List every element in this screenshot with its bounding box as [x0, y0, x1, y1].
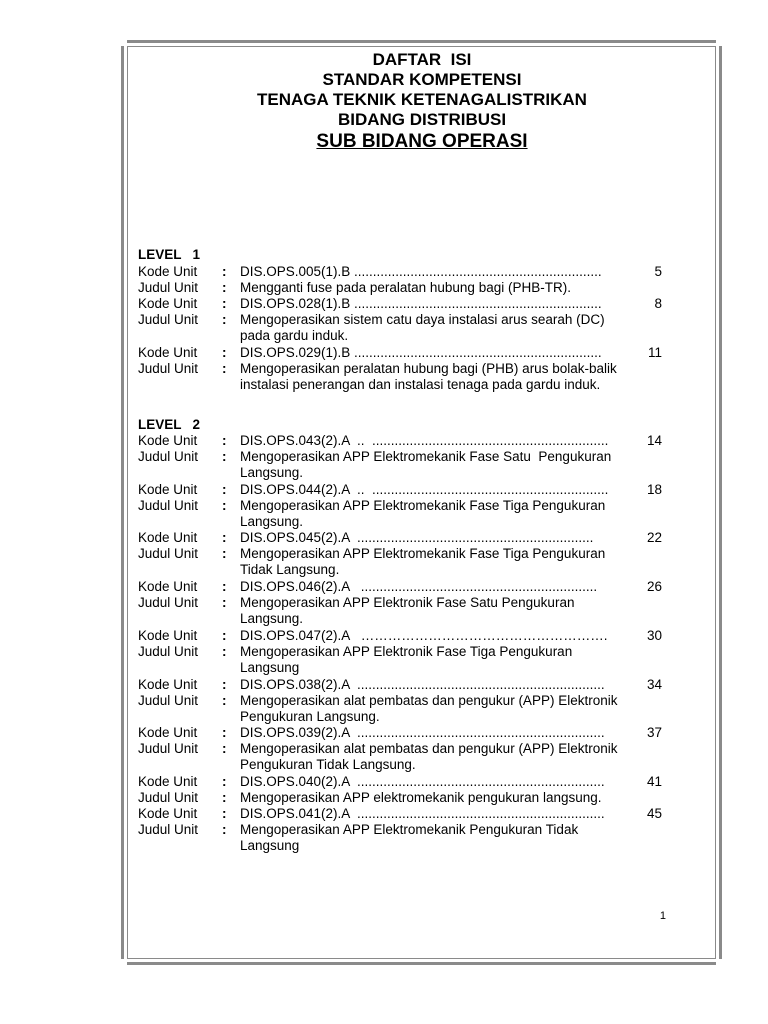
kode-unit-label: Kode Unit: [138, 296, 198, 311]
kode-unit-value: DIS.OPS.005(1).B ..................................................................: [240, 264, 602, 279]
colon-separator: :: [222, 774, 227, 789]
colon-separator: :: [222, 806, 227, 821]
judul-unit-value: Mengoperasikan APP Elektromekanik Pengukuran Tidak Langsung: [240, 822, 582, 853]
colon-separator: :: [222, 449, 227, 464]
toc-entry-judul: [0, 280, 768, 296]
judul-unit-label: Judul Unit: [138, 449, 199, 464]
toc-page-number: 11: [647, 345, 662, 360]
judul-unit-label: Judul Unit: [138, 546, 199, 561]
judul-unit-value: Mengoperasikan alat pembatas dan pengukur (APP) Elektronik Pengukuran Tidak Langsung.: [240, 741, 622, 772]
colon-separator: :: [222, 595, 227, 610]
judul-unit-label: Judul Unit: [138, 790, 199, 805]
border-corner: [120, 39, 127, 46]
kode-unit-value: DIS.OPS.028(1).B ..................................................................: [240, 296, 602, 311]
colon-separator: :: [222, 725, 227, 740]
kode-unit-label: Kode Unit: [138, 725, 198, 740]
colon-separator: :: [222, 498, 227, 513]
colon-separator: :: [222, 693, 227, 708]
kode-unit-value: DIS.OPS.045(2).A ...............................................................: [240, 530, 594, 545]
kode-unit-label: Kode Unit: [138, 264, 198, 279]
judul-unit-value: Mengoperasikan APP elektromekanik pengukuran langsung.: [240, 790, 602, 805]
kode-unit-value: DIS.OPS.041(2).A ..................................................................: [240, 806, 605, 821]
kode-unit-label: Kode Unit: [138, 579, 198, 594]
judul-unit-value: Mengoperasikan APP Elektromekanik Fase Tiga Pengukuran Tidak Langsung.: [240, 546, 609, 577]
title-tenaga: TENAGA TEKNIK KETENAGALISTRIKAN: [257, 90, 587, 109]
kode-unit-value: DIS.OPS.038(2).A ..................................................................: [240, 677, 605, 692]
toc-page-number: 30: [646, 628, 662, 643]
kode-unit-value: DIS.OPS.040(2).A ..................................................................: [240, 774, 605, 789]
judul-unit-value: Mengoperasikan APP Elektronik Fase Satu Pengukuran Langsung.: [240, 595, 579, 626]
toc-page-number: 45: [646, 806, 662, 821]
kode-unit-label: Kode Unit: [138, 774, 198, 789]
colon-separator: :: [222, 433, 227, 448]
colon-separator: :: [222, 312, 227, 327]
title-sub-bidang: SUB BIDANG OPERASI: [316, 131, 528, 152]
colon-separator: :: [222, 677, 227, 692]
toc-page-number: 8: [654, 296, 662, 311]
colon-separator: :: [222, 790, 227, 805]
title-daftar-isi: DAFTAR ISI: [372, 50, 472, 69]
toc-page-number: 41: [646, 774, 662, 789]
judul-unit-value: Mengoperasikan peralatan hubung bagi (PHB) arus bolak-balik instalasi penerangan dan instalasi tenaga pada gardu induk.: [240, 361, 628, 392]
toc-page-number: 22: [646, 530, 662, 545]
colon-separator: :: [222, 361, 227, 376]
toc-page-number: 34: [646, 677, 662, 692]
title-bidang: BIDANG DISTRIBUSI: [337, 110, 507, 129]
judul-unit-value: Mengoperasikan alat pembatas dan pengukur (APP) Elektronik Pengukuran Langsung.: [240, 693, 622, 724]
toc-entry-judul: [0, 595, 768, 627]
kode-unit-label: Kode Unit: [138, 433, 198, 448]
judul-unit-value: Mengoperasikan APP Elektromekanik Fase Satu Pengukuran Langsung.: [240, 449, 615, 480]
toc-page-number: 5: [654, 264, 662, 279]
toc-entry-judul: [0, 790, 768, 806]
judul-unit-value: Mengoperasikan APP Elektronik Fase Tiga Pengukuran Langsung: [240, 644, 576, 675]
toc-entry-judul: [0, 644, 768, 676]
judul-unit-label: Judul Unit: [138, 498, 199, 513]
toc-entry-judul: [0, 822, 768, 854]
toc-entry-judul: [0, 741, 768, 773]
kode-unit-value: DIS.OPS.047(2).A ……………………………………………….: [240, 628, 608, 643]
kode-unit-value: DIS.OPS.039(2).A ..................................................................: [240, 725, 605, 740]
toc-entry-judul: [0, 498, 768, 530]
toc-entry-judul: [0, 546, 768, 578]
toc-entry-judul: [0, 449, 768, 481]
colon-separator: :: [222, 345, 227, 360]
toc-page-number: 18: [646, 482, 662, 497]
title-standar: STANDAR KOMPETENSI: [322, 70, 522, 89]
toc-entry-judul: [0, 693, 768, 725]
border-corner: [716, 959, 723, 966]
judul-unit-label: Judul Unit: [138, 361, 199, 376]
judul-unit-value: Mengoperasikan sistem catu daya instalasi arus searah (DC) pada gardu induk.: [240, 312, 609, 343]
toc-entry-judul: [0, 361, 768, 409]
judul-unit-label: Judul Unit: [138, 644, 199, 659]
judul-unit-label: Judul Unit: [138, 312, 199, 327]
toc-entry-judul: [0, 312, 768, 344]
colon-separator: :: [222, 628, 227, 643]
colon-separator: :: [222, 482, 227, 497]
kode-unit-label: Kode Unit: [138, 677, 198, 692]
judul-unit-label: Judul Unit: [138, 280, 199, 295]
kode-unit-label: Kode Unit: [138, 628, 198, 643]
kode-unit-label: Kode Unit: [138, 806, 198, 821]
judul-unit-value: Mengganti fuse pada peralatan hubung bagi (PHB-TR).: [240, 280, 571, 295]
colon-separator: :: [222, 296, 227, 311]
kode-unit-label: Kode Unit: [138, 530, 198, 545]
colon-separator: :: [222, 530, 227, 545]
kode-unit-value: DIS.OPS.044(2).A .. ...............................................................: [240, 482, 609, 497]
colon-separator: :: [222, 822, 227, 837]
kode-unit-value: DIS.OPS.046(2).A ...............................................................: [240, 579, 598, 594]
toc-page-number: 37: [646, 725, 662, 740]
judul-unit-value: Mengoperasikan APP Elektromekanik Fase Tiga Pengukuran Langsung.: [240, 498, 609, 529]
colon-separator: :: [222, 579, 227, 594]
kode-unit-label: Kode Unit: [138, 482, 198, 497]
border-corner: [716, 39, 723, 46]
kode-unit-label: Kode Unit: [138, 345, 198, 360]
judul-unit-label: Judul Unit: [138, 741, 199, 756]
colon-separator: :: [222, 741, 227, 756]
kode-unit-value: DIS.OPS.029(1).B ..................................................................: [240, 345, 602, 360]
judul-unit-label: Judul Unit: [138, 693, 199, 708]
kode-unit-value: DIS.OPS.043(2).A .. ...............................................................: [240, 433, 609, 448]
judul-unit-label: Judul Unit: [138, 822, 199, 837]
colon-separator: :: [222, 546, 227, 561]
colon-separator: :: [222, 280, 227, 295]
toc-page-number: 26: [646, 579, 662, 594]
toc-page-number: 14: [646, 433, 662, 448]
colon-separator: :: [222, 644, 227, 659]
level-heading: LEVEL 1: [138, 247, 201, 262]
title-block: [124, 50, 720, 154]
colon-separator: :: [222, 264, 227, 279]
border-corner: [120, 959, 127, 966]
page-number: 1: [659, 910, 666, 922]
level-heading: LEVEL 2: [138, 417, 201, 432]
judul-unit-label: Judul Unit: [138, 595, 199, 610]
